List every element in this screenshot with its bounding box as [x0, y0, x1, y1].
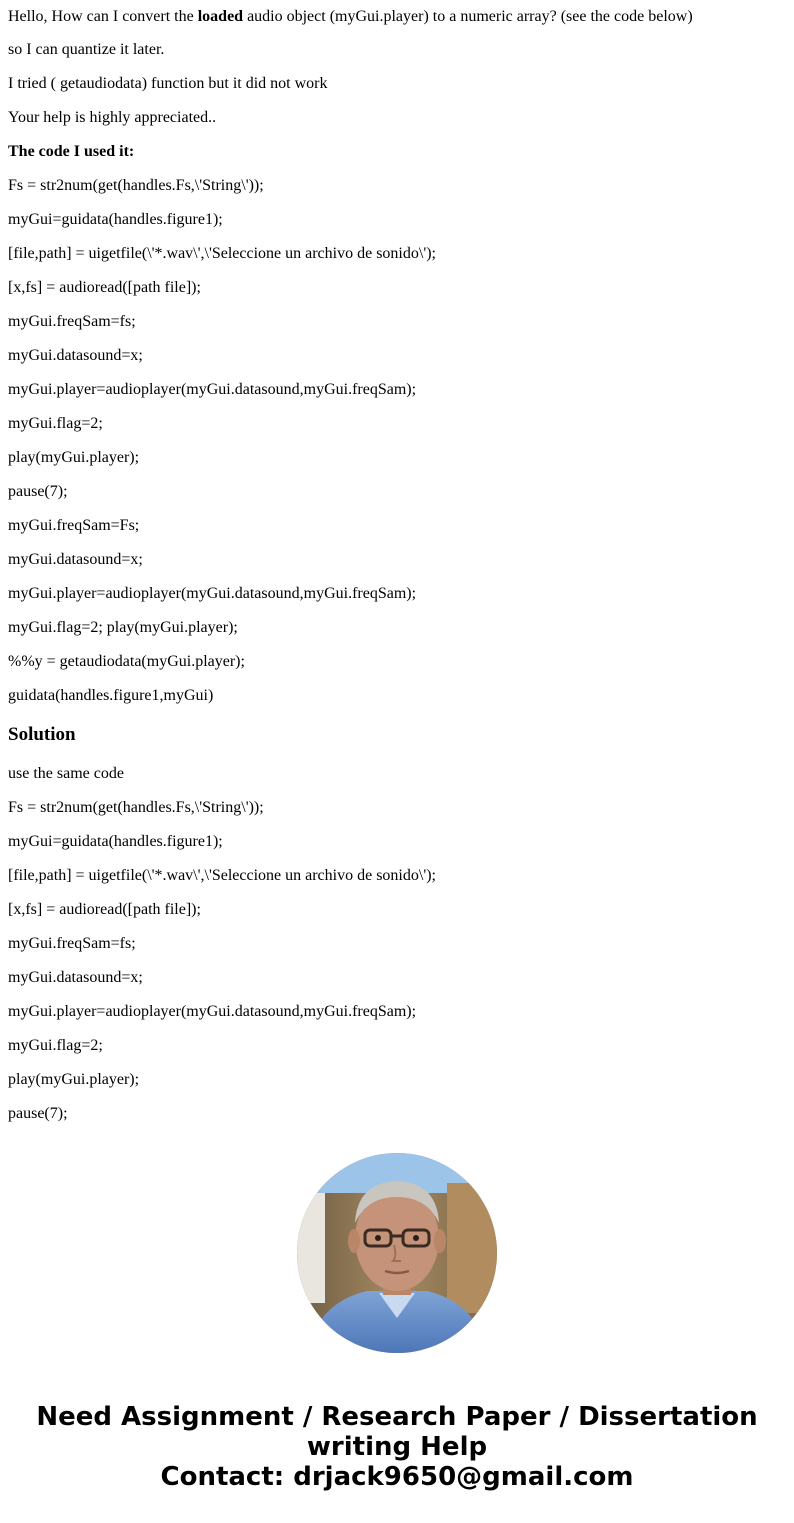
- question-code-line: [file,path] = uigetfile(\'*.wav\',\'Seleccione un archivo de sonido\');: [8, 245, 436, 262]
- question-intro-bold: loaded: [197, 8, 244, 25]
- footer-line-1: Need Assignment / Research Paper / Dissertation: [36, 1402, 758, 1432]
- question-code-line: [x,fs] = audioread([path file]);: [8, 279, 201, 296]
- question-intro: [8, 0, 786, 33]
- solution-code-line: [x,fs] = audioread([path file]);: [8, 901, 201, 918]
- question-code-line: play(myGui.player);: [8, 449, 140, 466]
- code-label: The code I used it:: [8, 143, 135, 160]
- question-code-line: myGui=guidata(handles.figure1);: [8, 211, 223, 228]
- solution-code-line: myGui=guidata(handles.figure1);: [8, 833, 223, 850]
- question-code-line: myGui.datasound=x;: [8, 347, 143, 364]
- author-avatar: [297, 1153, 497, 1353]
- solution-code-line: play(myGui.player);: [8, 1071, 140, 1088]
- question-code-line: myGui.player=audioplayer(myGui.datasound,myGui.freqSam);: [8, 585, 417, 602]
- question-code-line: myGui.freqSam=fs;: [8, 313, 136, 330]
- question-code-line: pause(7);: [8, 483, 68, 500]
- solution-code-line: myGui.datasound=x;: [8, 969, 143, 986]
- footer-contact-email: Contact: drjack9650@gmail.com: [160, 1462, 634, 1492]
- solution-code-line: pause(7);: [8, 1105, 68, 1122]
- question-intro-before: Hello, How can I convert the: [8, 8, 198, 25]
- question-code-line: myGui.freqSam=Fs;: [8, 517, 140, 534]
- question-code-line: myGui.flag=2;: [8, 415, 103, 432]
- question-code-line: Fs = str2num(get(handles.Fs,\'String\'));: [8, 177, 264, 194]
- question-line: I tried ( getaudiodata) function but it did not work: [8, 75, 328, 92]
- solution-code-line: myGui.player=audioplayer(myGui.datasound,myGui.freqSam);: [8, 1003, 417, 1020]
- question-code-line: myGui.datasound=x;: [8, 551, 143, 568]
- question-code-line: %%y = getaudiodata(myGui.player);: [8, 653, 245, 670]
- author-portrait-image: [297, 1153, 497, 1353]
- solution-code-line: Fs = str2num(get(handles.Fs,\'String\'));: [8, 799, 264, 816]
- solution-intro: use the same code: [8, 765, 124, 782]
- article-body: [8, 0, 786, 1131]
- question-code-line: myGui.flag=2; play(myGui.player);: [8, 619, 238, 636]
- solution-heading: Solution: [8, 724, 76, 745]
- footer-line-2: writing Help: [306, 1432, 488, 1462]
- question-intro-after: audio object (myGui.player) to a numeric array? (see the code below): [243, 8, 693, 25]
- solution-code-line: myGui.freqSam=fs;: [8, 935, 136, 952]
- question-code-line: myGui.player=audioplayer(myGui.datasound,myGui.freqSam);: [8, 381, 417, 398]
- solution-code-line: myGui.flag=2;: [8, 1037, 103, 1054]
- footer-contact: [0, 1402, 794, 1492]
- question-line: Your help is highly appreciated..: [8, 109, 217, 126]
- solution-code-line: [file,path] = uigetfile(\'*.wav\',\'Seleccione un archivo de sonido\');: [8, 867, 436, 884]
- question-line: so I can quantize it later.: [8, 41, 165, 58]
- question-code-line: guidata(handles.figure1,myGui): [8, 687, 214, 704]
